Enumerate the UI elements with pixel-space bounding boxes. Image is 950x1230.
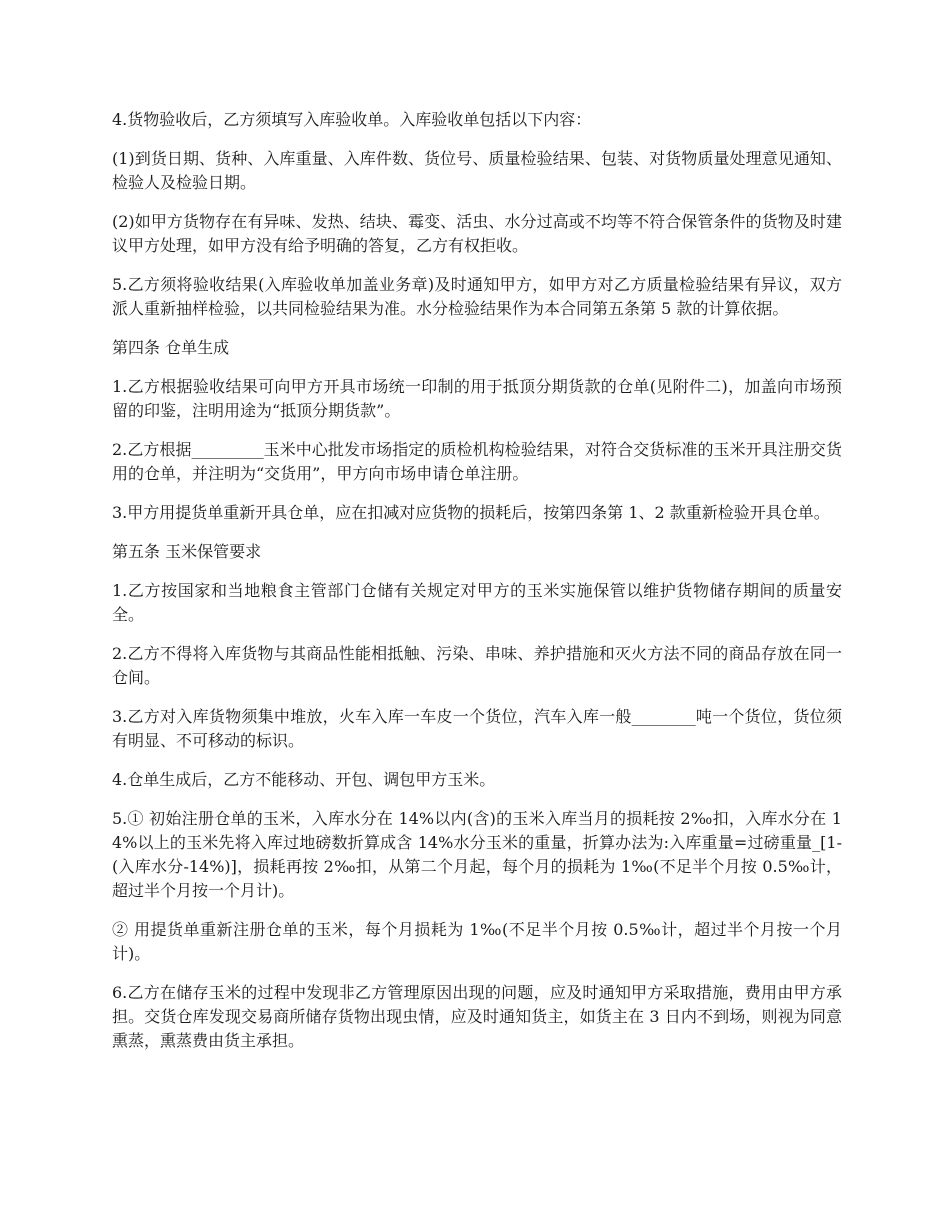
paragraph-acceptance-form-item-2: (2)如甲方货物存在有异味、发热、结块、霉变、活虫、水分过高或不均等不符合保管条件的货物及时建议甲方处理，如甲方没有给予明确的答复，乙方有权拒收。 bbox=[112, 212, 842, 255]
paragraph-article-5-clause-5-1: 5.① 初始注册仓单的玉米，入库水分在 14%以内(含)的玉米入库当月的损耗按 2‰扣，入库水分在 14%以上的玉米先将入库过地磅数折算成含 14%水分玉米的重量，折算办法为:入库重量=过磅重量_[1-(入库水分-14%)]，损耗再按 2‰扣，从第二个月起，每个月的损耗为 1‰(不足半个月按 0.5‰计，超过半个月按一个月计)。 bbox=[112, 809, 842, 900]
section-heading-article-5: 第五条 玉米保管要求 bbox=[112, 542, 262, 561]
paragraph-article-5-clause-3: 3.乙方对入库货物须集中堆放，火车入库一车皮一个货位，汽车入库一般________吨一个货位，货位须有明显、不可移动的标识。 bbox=[112, 707, 842, 750]
document-page bbox=[112, 108, 842, 1068]
paragraph-article-5-clause-1: 1.乙方按国家和当地粮食主管部门仓储有关规定对甲方的玉米实施保管以维护货物储存期间的质量安全。 bbox=[112, 581, 842, 624]
paragraph-article-5-clause-5-2: ② 用提货单重新注册仓单的玉米，每个月损耗为 1‰(不足半个月按 0.5‰计，超过半个月按一个月计)。 bbox=[112, 920, 842, 963]
paragraph-article-4-clause-3: 3.甲方用提货单重新开具仓单，应在扣减对应货物的损耗后，按第四条第 1、2 款重新检验开具仓单。 bbox=[112, 503, 830, 522]
paragraph-article-5-clause-6: 6.乙方在储存玉米的过程中发现非乙方管理原因出现的问题，应及时通知甲方采取措施，费用由甲方承担。交货仓库发现交易商所储存货物出现虫情，应及时通知货主，如货主在 3 日内不到场，则视为同意熏蒸，熏蒸费由货主承担。 bbox=[112, 983, 842, 1050]
paragraph-article-5-clause-4: 4.仓单生成后，乙方不能移动、开包、调包甲方玉米。 bbox=[112, 770, 496, 789]
paragraph-4-acceptance-form: 4.货物验收后，乙方须填写入库验收单。入库验收单包括以下内容： bbox=[112, 110, 592, 129]
paragraph-article-5-clause-2: 2.乙方不得将入库货物与其商品性能相抵触、污染、串味、养护措施和灭火方法不同的商品存放在同一仓间。 bbox=[112, 644, 842, 687]
paragraph-article-4-clause-1: 1.乙方根据验收结果可向甲方开具市场统一印制的用于抵顶分期货款的仓单(见附件二)，加盖向市场预留的印鉴，注明用途为“抵顶分期货款”。 bbox=[112, 377, 842, 420]
section-heading-article-4: 第四条 仓单生成 bbox=[112, 338, 230, 357]
paragraph-article-4-clause-2: 2.乙方根据_________玉米中心批发市场指定的质检机构检验结果，对符合交货标准的玉米开具注册交货用的仓单，并注明为“交货用”，甲方向市场申请仓单注册。 bbox=[112, 440, 842, 483]
paragraph-acceptance-form-item-1: (1)到货日期、货种、入库重量、入库件数、货位号、质量检验结果、包装、对货物质量处理意见通知、检验人及检验日期。 bbox=[112, 149, 842, 192]
paragraph-5-notify-results: 5.乙方须将验收结果(入库验收单加盖业务章)及时通知甲方，如甲方对乙方质量检验结果有异议，双方派人重新抽样检验，以共同检验结果为准。水分检验结果作为本合同第五条第 5 款的计算依据。 bbox=[112, 275, 842, 318]
